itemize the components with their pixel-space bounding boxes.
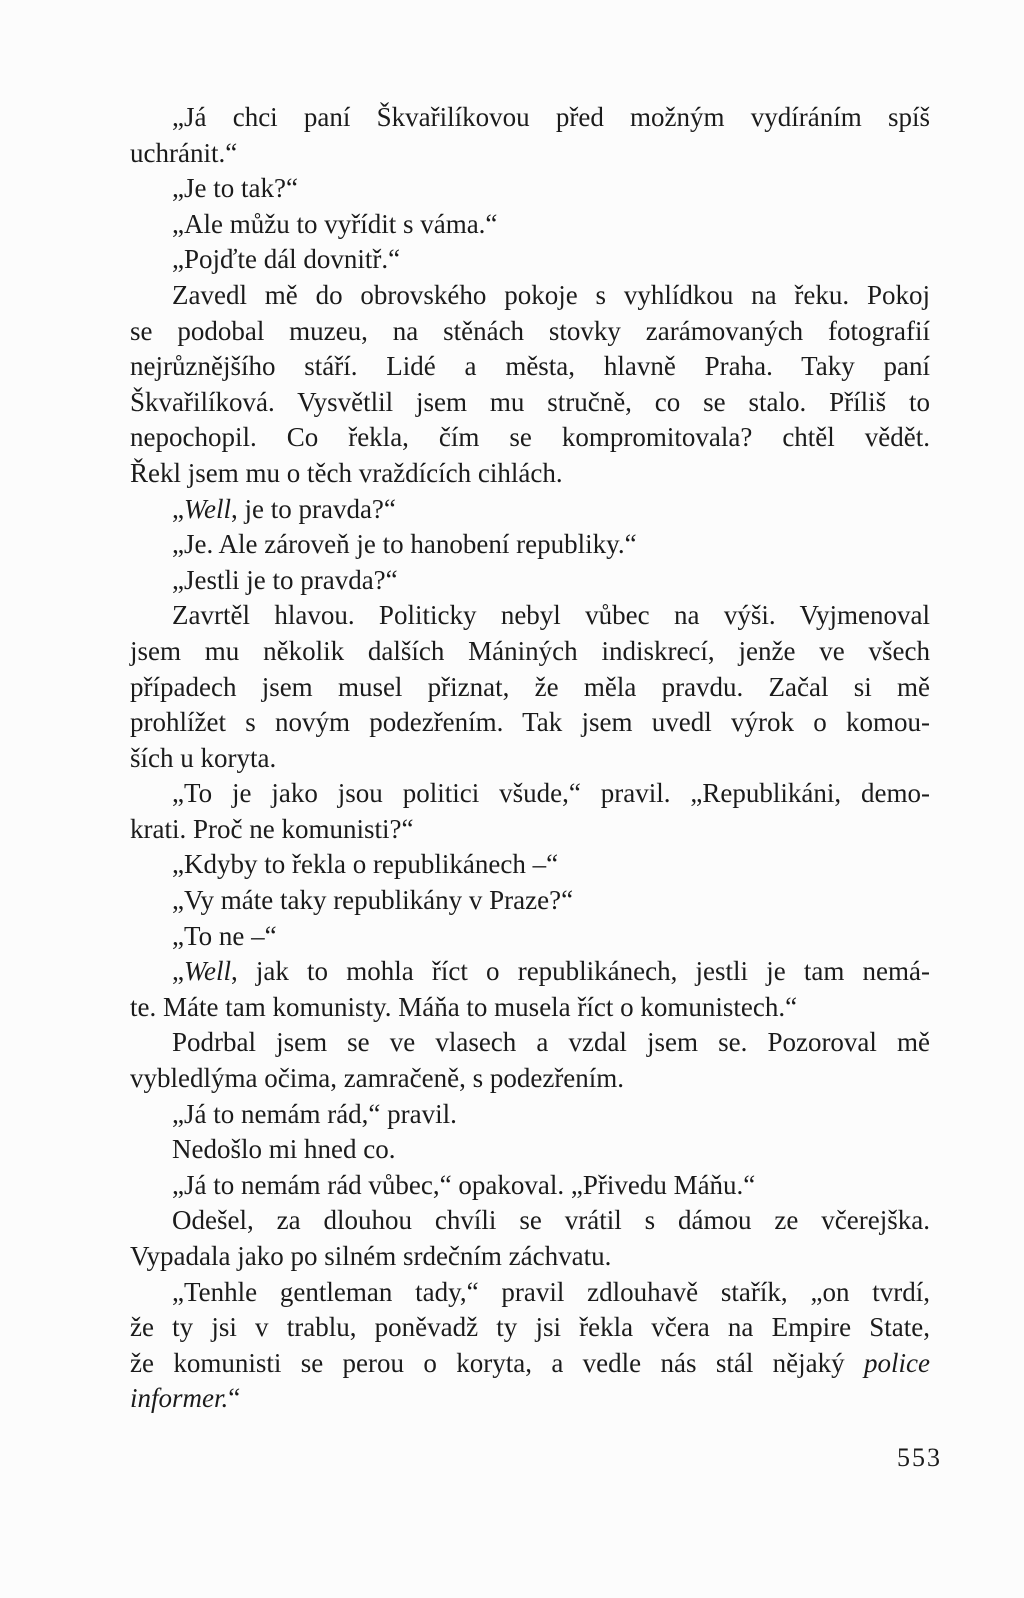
text-segment: případech jsem musel přiznat, že měla pravdu. Začal si mě bbox=[130, 671, 930, 702]
text-line bbox=[130, 919, 930, 955]
text-segment: te. Máte tam komunisty. Máňa to musela říct o komunistech.“ bbox=[130, 991, 798, 1022]
paragraph bbox=[130, 1168, 930, 1204]
text-line bbox=[130, 776, 930, 812]
text-segment: “ bbox=[228, 1383, 241, 1414]
text-segment: že komunisti se perou o koryta, a vedle nás stál nějaký bbox=[130, 1347, 865, 1378]
text-segment: nejrůznějšího stáří. Lidé a města, hlavně Praha. Taky paní bbox=[130, 351, 930, 382]
text-segment: „To ne –“ bbox=[172, 920, 277, 951]
paragraph bbox=[130, 598, 930, 776]
paragraph bbox=[130, 1275, 930, 1417]
text-segment: vybledlýma očima, zamračeně, s podezřením. bbox=[130, 1063, 625, 1094]
text-line bbox=[130, 1381, 930, 1417]
italic-text: police bbox=[864, 1347, 930, 1378]
paragraph bbox=[130, 527, 930, 563]
text-line bbox=[130, 741, 930, 777]
paragraph bbox=[130, 919, 930, 955]
text-segment: , jak to mohla říct o republikánech, jestli je tam nemá- bbox=[230, 956, 930, 987]
text-line bbox=[130, 527, 930, 563]
paragraph bbox=[130, 883, 930, 919]
text-segment: nepochopil. Co řekla, čím se kompromitovala? chtěl vědět. bbox=[130, 422, 930, 453]
text-line bbox=[130, 563, 930, 599]
paragraph bbox=[130, 1025, 930, 1096]
paragraph bbox=[130, 847, 930, 883]
paragraph bbox=[130, 242, 930, 278]
text-segment: že ty jsi v trablu, poněvadž ty jsi řekla včera na Empire State, bbox=[130, 1312, 930, 1343]
text-segment: „Já to nemám rád vůbec,“ opakoval. „Přivedu Máňu.“ bbox=[172, 1169, 756, 1200]
text-line bbox=[130, 349, 930, 385]
text-line bbox=[130, 883, 930, 919]
page-number: 553 bbox=[897, 1443, 942, 1472]
text-line bbox=[130, 990, 930, 1026]
text-line bbox=[130, 1203, 930, 1239]
paragraph bbox=[130, 776, 930, 847]
page-text bbox=[130, 100, 930, 1417]
text-line bbox=[130, 1061, 930, 1097]
text-segment: Zavedl mě do obrovského pokoje s vyhlídkou na řeku. Pokoj bbox=[172, 279, 930, 310]
text-segment: „Jestli je to pravda?“ bbox=[172, 564, 398, 595]
paragraph bbox=[130, 278, 930, 492]
text-line bbox=[130, 705, 930, 741]
paragraph bbox=[130, 1097, 930, 1133]
text-line bbox=[130, 847, 930, 883]
text-segment: Škvařilíková. Vysvětlil jsem mu stručně, co se stalo. Příliš to bbox=[130, 386, 930, 417]
text-line bbox=[130, 100, 930, 136]
text-segment: krati. Proč ne komunisti?“ bbox=[130, 813, 414, 844]
italic-text: informer. bbox=[130, 1383, 229, 1414]
text-line bbox=[130, 456, 930, 492]
text-line bbox=[130, 171, 930, 207]
text-line bbox=[130, 1346, 930, 1382]
text-segment: „ bbox=[172, 493, 184, 524]
text-line bbox=[130, 954, 930, 990]
text-segment: Odešel, za dlouhou chvíli se vrátil s dámou ze včerejška. bbox=[172, 1205, 930, 1236]
text-segment: „Vy máte taky republikány v Praze?“ bbox=[172, 885, 574, 916]
text-segment: ších u koryta. bbox=[130, 742, 277, 773]
text-line bbox=[130, 634, 930, 670]
text-segment: „Ale můžu to vyřídit s váma.“ bbox=[172, 208, 498, 239]
text-line bbox=[130, 1310, 930, 1346]
text-segment: uchránit.“ bbox=[130, 137, 238, 168]
text-line bbox=[130, 136, 930, 172]
text-line bbox=[130, 420, 930, 456]
text-segment: Zavrtěl hlavou. Politicky nebyl vůbec na výši. Vyjmenoval bbox=[172, 600, 930, 631]
text-segment: Vypadala jako po silném srdečním záchvatu. bbox=[130, 1241, 612, 1271]
text-segment: Nedošlo mi hned co. bbox=[172, 1134, 396, 1165]
text-line bbox=[130, 1132, 930, 1168]
text-segment: „ bbox=[172, 956, 184, 987]
text-segment: „Je. Ale zároveň je to hanobení republiky.“ bbox=[172, 529, 637, 560]
text-line bbox=[130, 385, 930, 421]
text-segment: „Já chci paní Škvařilíkovou před možným vydíráním spíš bbox=[172, 102, 930, 132]
paragraph bbox=[130, 492, 930, 528]
text-line bbox=[130, 670, 930, 706]
paragraph bbox=[130, 1203, 930, 1274]
italic-text: Well bbox=[183, 493, 231, 524]
text-line bbox=[130, 278, 930, 314]
paragraph bbox=[130, 1132, 930, 1168]
text-line bbox=[130, 314, 930, 350]
text-line bbox=[130, 598, 930, 634]
text-line bbox=[130, 207, 930, 243]
paragraph bbox=[130, 171, 930, 207]
text-line bbox=[130, 1275, 930, 1311]
italic-text: Well bbox=[183, 956, 231, 987]
text-segment: „Já to nemám rád,“ pravil. bbox=[172, 1098, 457, 1129]
text-segment: „Kdyby to řekla o republikánech –“ bbox=[172, 849, 559, 880]
text-segment: Podrbal jsem se ve vlasech a vzdal jsem se. Pozoroval mě bbox=[172, 1027, 930, 1058]
paragraph bbox=[130, 563, 930, 599]
text-line bbox=[130, 1025, 930, 1061]
paragraph bbox=[130, 207, 930, 243]
text-line bbox=[130, 242, 930, 278]
paragraph bbox=[130, 100, 930, 171]
text-segment: „Pojďte dál dovnitř.“ bbox=[172, 244, 401, 275]
text-line bbox=[130, 812, 930, 848]
text-line bbox=[130, 1168, 930, 1204]
text-segment: jsem mu několik dalších Mániných indiskrecí, jenže ve všech bbox=[130, 635, 930, 666]
text-segment: „To je jako jsou politici všude,“ pravil. „Republikáni, demo- bbox=[172, 778, 930, 809]
paragraph bbox=[130, 954, 930, 1025]
text-segment: „Tenhle gentleman tady,“ pravil zdlouhavě stařík, „on tvrdí, bbox=[172, 1276, 930, 1307]
text-segment: , je to pravda?“ bbox=[230, 493, 396, 524]
text-segment: prohlížet s novým podezřením. Tak jsem uvedl výrok o komou- bbox=[130, 707, 930, 738]
text-line bbox=[130, 1239, 930, 1275]
text-segment: „Je to tak?“ bbox=[172, 173, 298, 204]
text-line bbox=[130, 1097, 930, 1133]
text-segment: se podobal muzeu, na stěnách stovky zarámovaných fotografií bbox=[130, 315, 930, 346]
text-segment: Řekl jsem mu o těch vraždících cihlách. bbox=[130, 457, 563, 488]
text-line bbox=[130, 492, 930, 528]
